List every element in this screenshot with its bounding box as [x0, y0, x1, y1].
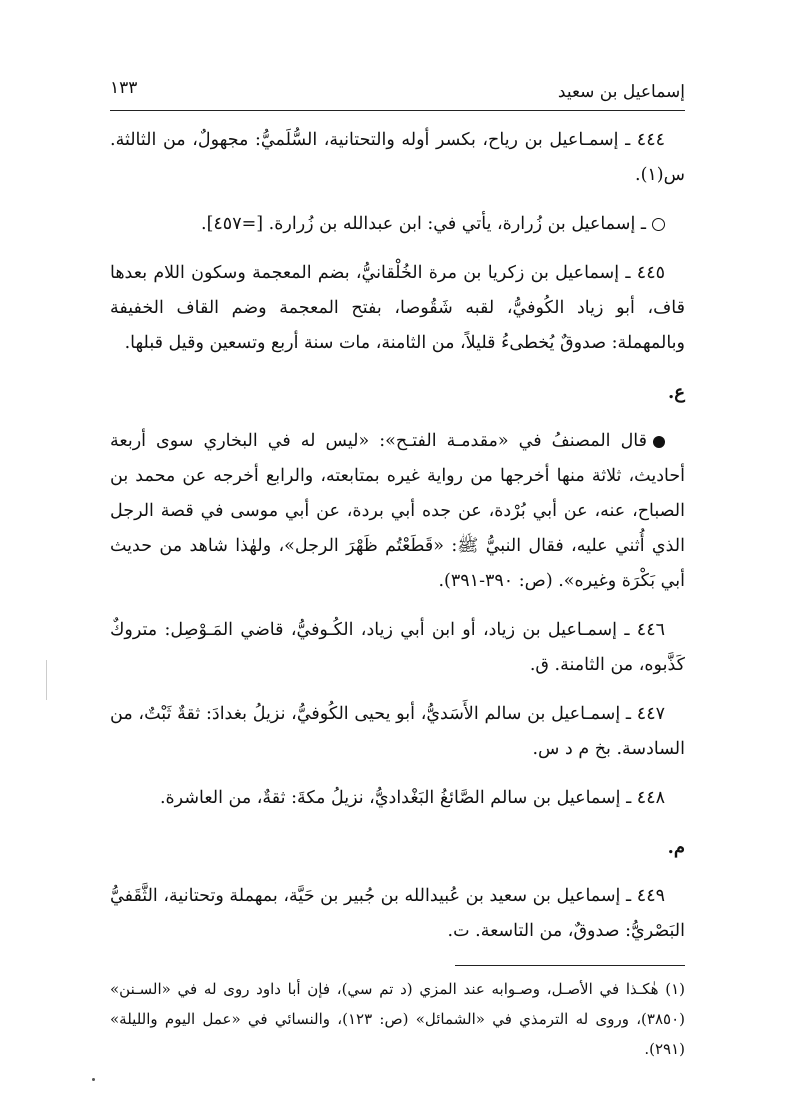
- entry-447: ٤٤٧ ـ إسمـاعيل بن سالم الأَسَديُّ، أبو يحيى الكُوفيُّ، نزيلُ بغدادَ: ثقةٌ ثَبْتٌ، من السادسة. بخ م د س.: [110, 704, 685, 759]
- entry-446: ٤٤٦ ـ إسمـاعيل بن زياد، أو ابن أبي زياد، الكُـوفيُّ، قاضي المَـوْصِل: متروكٌ كَذَّبوه، من الثامنة. ق.: [110, 620, 685, 675]
- bullet-icon: [653, 436, 665, 448]
- entry-448-symbol: م.: [667, 837, 685, 858]
- footnote-separator: [455, 965, 685, 966]
- page-number: ١٣٣: [110, 78, 138, 98]
- entry-445: ٤٤٥ ـ إسماعيل بن زكريا بن مرة الخُلْقانيُّ، بضم المعجمة وسكون اللام بعدها قاف، أبو زياد الكُوفيُّ، لقبه شَقُوصا، بفتح المعجمة وضم القاف الخفيفة وبالمهملة: صدوقٌ يُخطىءُ قليلاً، من الثامنة، مات سنة أربع وتسعين وقيل قبلها.: [110, 263, 685, 353]
- footnote: (١) هٰكـذا في الأصـل، وصـوابه عند المزي (د تم سي)، فإن أبا داود روى له في «السـنن» (٣٨٥٠)، وروى له الترمذي في «الشمائل» (ص: ١٢٣)، والنسائي في «عمل اليوم والليلة» (٢٩١).: [110, 980, 685, 1058]
- cross-reference-text: ـ إسماعيل بن زُرارة، يأتي في: ابن عبدالله بن زُرارة. [=٤٥٧].: [201, 214, 646, 234]
- header-title: إسماعيل بن سعيد: [557, 82, 685, 102]
- entry-444: ٤٤٤ ـ إسمـاعيل بن رياح، بكسر أوله والتحتانية، السُّلَميُّ: مجهولٌ، من الثالثة. س(١).: [110, 130, 685, 185]
- scan-dot: [92, 1078, 95, 1081]
- scan-edge-mark: [46, 660, 47, 700]
- circle-marker-icon: [652, 218, 665, 231]
- author-note: [110, 424, 685, 599]
- author-note-text: قال المصنفُ في «مقدمـة الفتـح»: «ليس له في البخاري سوى أربعة أحاديث، ثلاثة منها أخرجها من رواية غيره بمتابعته، والرابع أخرجه عن محمد بن الصباح، عنه، عن أبي بُرْدة، عن جده أبي بردة، عن أبي موسى في قصة الرجل الذي أُثني عليه، فقال النبيُّ ﷺ: «قَطَعْتُم ظَهْرَ الرجل»، ولهٰذا شاهد من حديث أبي بَكْرَة وغيره». (ص: ٣٩٠-٣٩١).: [110, 431, 685, 591]
- entry-445-symbol: ع.: [667, 382, 685, 403]
- running-header: [110, 70, 685, 111]
- entry-449: ٤٤٩ ـ إسماعيل بن سعيد بن عُبيدالله بن جُبير بن حَيَّة، بمهملة وتحتانية، الثَّقَفيُّ البَصْريُّ: صدوقٌ، من التاسعة. ت.: [110, 886, 685, 941]
- document-page: [110, 70, 685, 1064]
- entry-448: ٤٤٨ ـ إسماعيل بن سالم الصَّائغُ البَغْداديُّ، نزيلُ مكةَ: ثقةٌ، من العاشرة.: [159, 788, 665, 808]
- cross-reference-entry: [110, 207, 685, 242]
